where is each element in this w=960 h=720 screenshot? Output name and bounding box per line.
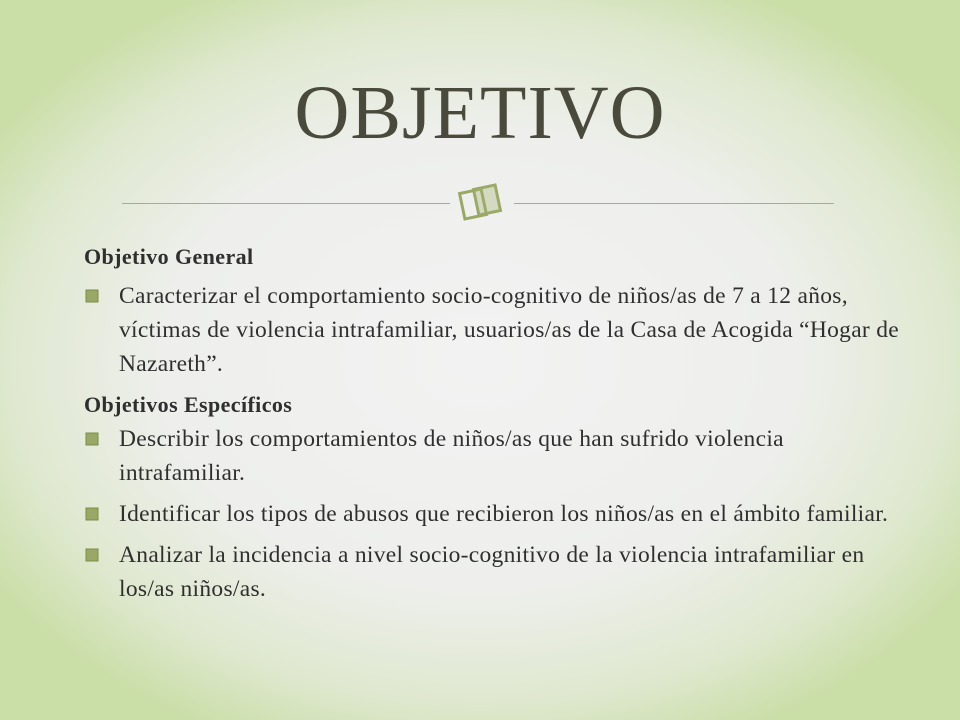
square-bullet-icon	[85, 548, 99, 562]
square-bullet-icon	[85, 289, 99, 303]
slide-title: OBJETIVO	[294, 71, 666, 155]
list-item	[84, 279, 914, 381]
list-item-text: Identificar los tipos de abusos que recibieron los niños/as en el ámbito familiar.	[119, 501, 889, 527]
title-divider-right	[514, 203, 834, 204]
section-heading-general: Objetivo General	[84, 244, 254, 269]
title-divider-left	[122, 203, 450, 204]
section-heading-specific: Objetivos Específicos	[84, 392, 293, 417]
square-bullet-icon	[85, 432, 99, 446]
slide-content	[84, 240, 914, 613]
list-item-text: Analizar la incidencia a nivel socio-cognitivo de la violencia intrafamiliar en los/as niños/as.	[119, 542, 865, 602]
square-bullet-icon	[85, 507, 99, 521]
list-item-text: Describir los comportamientos de niños/as que han sufrido violencia intrafamiliar.	[119, 426, 784, 486]
list-item	[84, 538, 914, 606]
list-item	[84, 422, 914, 490]
stacked-rectangles-icon	[449, 177, 513, 225]
list-item	[84, 497, 914, 531]
list-item-text: Caracterizar el comportamiento socio-cognitivo de niños/as de 7 a 12 años, víctimas de violencia intrafamiliar, usuarios/as de la Casa de Acogida “Hogar de Nazareth”.	[119, 283, 900, 377]
